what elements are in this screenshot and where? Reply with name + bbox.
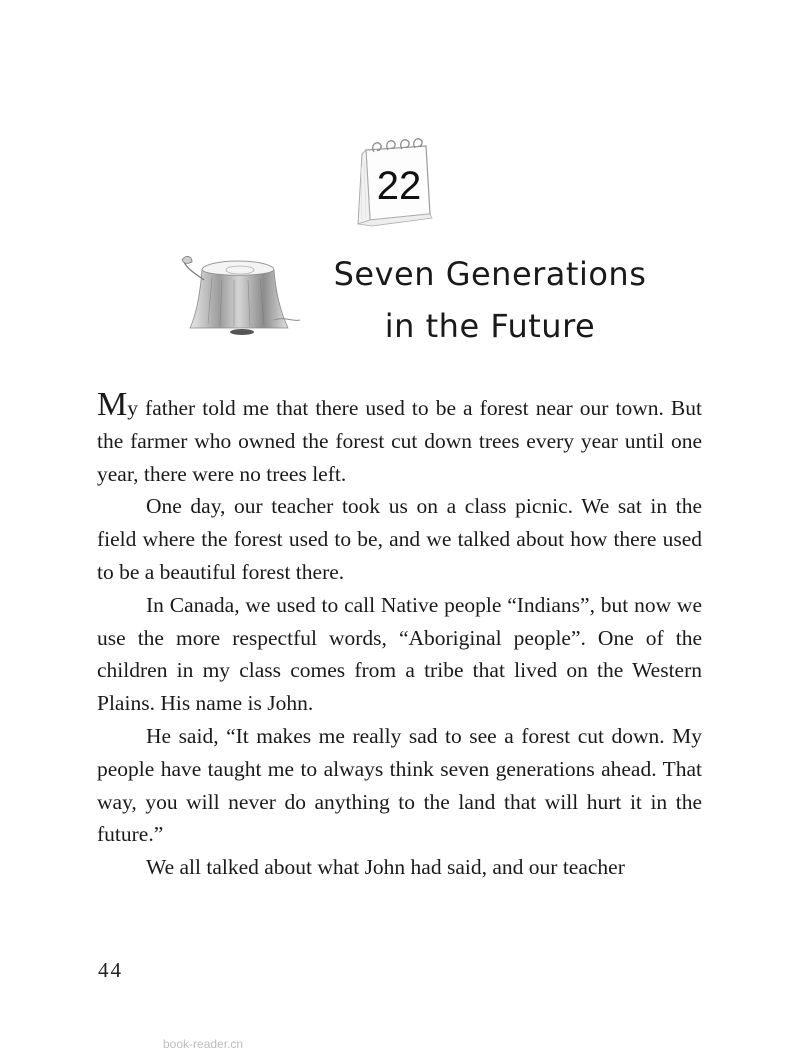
page-number: 44 <box>98 958 123 982</box>
tree-stump-icon <box>178 250 328 340</box>
paragraph: One day, our teacher took us on a class picnic. We sat in the field where the forest used to be, and we talked about how there used to be a beautiful forest there. <box>97 494 702 584</box>
paragraph: We all talked about what John had said, and our teacher <box>146 855 625 880</box>
watermark: book-reader.cn <box>163 1037 244 1051</box>
paragraph: He said, “It makes me really sad to see a forest cut down. My people have taught me to always think seven generations ahead. That way, you will never do anything to the land that will hurt it in the future.” <box>97 723 702 847</box>
paragraph <box>97 386 702 490</box>
chapter-body <box>97 386 702 884</box>
chapter-number: 22 <box>376 164 422 208</box>
chapter-title <box>310 248 670 352</box>
paragraph-text: y father told me that there used to be a forest near our town. But the farmer who owned the forest cut down trees every year until one year, there were no trees left. <box>97 396 702 486</box>
chapter-title-line2: in the Future <box>384 307 596 345</box>
paragraph: In Canada, we used to call Native people “Indians”, but now we use the more respectful words, “Aboriginal people”. One of the children in my class comes from a tribe that lived on the Western Plains. His name is John. <box>97 592 702 716</box>
chapter-title-line1: Seven Generations <box>333 255 647 293</box>
dropcap: M <box>97 386 128 423</box>
